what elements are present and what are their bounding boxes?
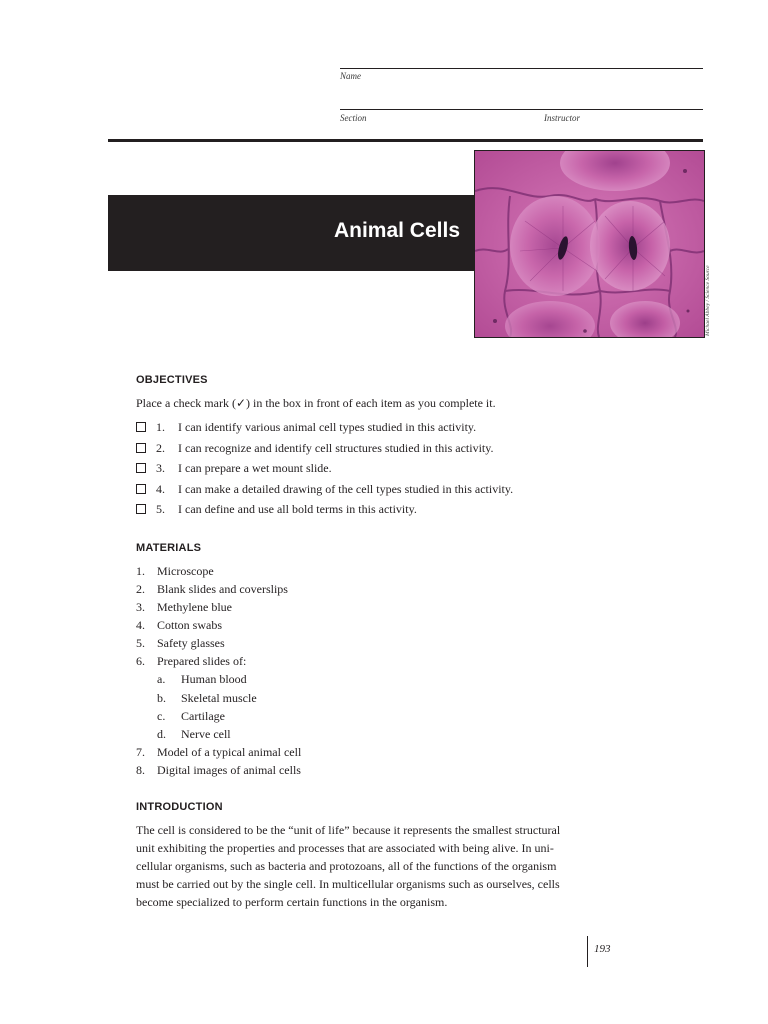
list-number: 1. <box>136 564 145 578</box>
list-item <box>136 761 301 779</box>
list-number: 8. <box>136 763 145 777</box>
photo-credit: Michael Abbey / Science Source <box>705 265 711 336</box>
introduction-heading: INTRODUCTION <box>136 801 223 813</box>
objective-text: I can prepare a wet mount slide. <box>178 460 332 475</box>
list-item <box>136 634 225 652</box>
objective-text: I can make a detailed drawing of the cell types studied in this activity. <box>178 481 514 496</box>
objective-text: I can recognize and identify cell structures studied in this activity. <box>178 440 494 455</box>
objective-item <box>136 459 332 477</box>
header-divider <box>108 139 703 142</box>
introduction-line: The cell is considered to be the “unit of life” because it represents the smallest structural <box>136 823 561 837</box>
list-letter: a. <box>157 672 166 686</box>
introduction-line: become specialized to perform certain functions in the organism. <box>136 895 448 909</box>
page-number: 193 <box>594 943 611 955</box>
checkbox[interactable] <box>136 422 146 432</box>
page-number-rule <box>587 936 588 967</box>
micrograph-svg <box>475 151 704 337</box>
objective-text: I can define and use all bold terms in this activity. <box>178 501 417 516</box>
title-banner <box>108 195 478 271</box>
objective-item <box>136 500 417 518</box>
objective-item <box>136 439 493 457</box>
objective-number: 1. <box>156 419 165 434</box>
list-item <box>136 598 232 616</box>
objective-number: 3. <box>156 460 165 475</box>
list-number: 3. <box>136 600 145 614</box>
list-text: Microscope <box>157 564 214 578</box>
objective-number: 4. <box>156 481 165 496</box>
checkbox[interactable] <box>136 463 146 473</box>
list-text: Human blood <box>181 672 247 686</box>
list-text: Prepared slides of: <box>157 654 247 668</box>
materials-heading: MATERIALS <box>136 542 202 554</box>
list-text: Blank slides and coverslips <box>157 582 288 596</box>
list-item <box>136 743 301 761</box>
list-text: Cartilage <box>181 709 225 723</box>
list-item <box>136 616 222 634</box>
section-line[interactable] <box>340 109 703 110</box>
checkbox[interactable] <box>136 443 146 453</box>
instructor-label: Instructor <box>544 113 580 123</box>
list-text: Model of a typical animal cell <box>157 745 302 759</box>
objective-number: 5. <box>156 501 165 516</box>
sublist-item <box>157 707 225 725</box>
name-label: Name <box>340 71 361 81</box>
checkbox[interactable] <box>136 504 146 514</box>
list-text: Cotton swabs <box>157 618 223 632</box>
list-letter: c. <box>157 709 166 723</box>
list-text: Safety glasses <box>157 636 225 650</box>
sublist-item <box>157 725 231 743</box>
objective-item <box>136 418 476 436</box>
list-text: Nerve cell <box>181 727 231 741</box>
introduction-line: unit exhibiting the properties and processes that are associated with being alive. In uni- <box>136 841 554 855</box>
sublist-item <box>157 670 247 688</box>
objectives-instruction: Place a check mark (✓) in the box in front of each item as you complete it. <box>136 396 496 410</box>
objective-item <box>136 480 513 498</box>
list-item <box>136 562 214 580</box>
list-item <box>136 652 246 670</box>
name-line[interactable] <box>340 68 703 69</box>
list-number: 5. <box>136 636 145 650</box>
objective-text: I can identify various animal cell types studied in this activity. <box>178 419 477 434</box>
list-text: Methylene blue <box>157 600 232 614</box>
list-text: Digital images of animal cells <box>157 763 301 777</box>
section-label: Section <box>340 113 367 123</box>
checkbox[interactable] <box>136 484 146 494</box>
objectives-heading: OBJECTIVES <box>136 374 208 386</box>
list-letter: d. <box>157 727 166 741</box>
list-number: 6. <box>136 654 145 668</box>
objective-number: 2. <box>156 440 165 455</box>
introduction-line: must be carried out by the single cell. In multicellular organisms such as ourselves, cells <box>136 877 560 891</box>
page-title: Animal Cells <box>333 219 460 242</box>
list-letter: b. <box>157 691 166 705</box>
list-number: 7. <box>136 745 145 759</box>
list-text: Skeletal muscle <box>181 691 257 705</box>
sublist-item <box>157 689 257 707</box>
list-item <box>136 580 288 598</box>
list-number: 2. <box>136 582 145 596</box>
cell-micrograph-image <box>474 150 705 338</box>
introduction-line: cellular organisms, such as bacteria and protozoans, all of the functions of the organism <box>136 859 557 873</box>
list-number: 4. <box>136 618 145 632</box>
